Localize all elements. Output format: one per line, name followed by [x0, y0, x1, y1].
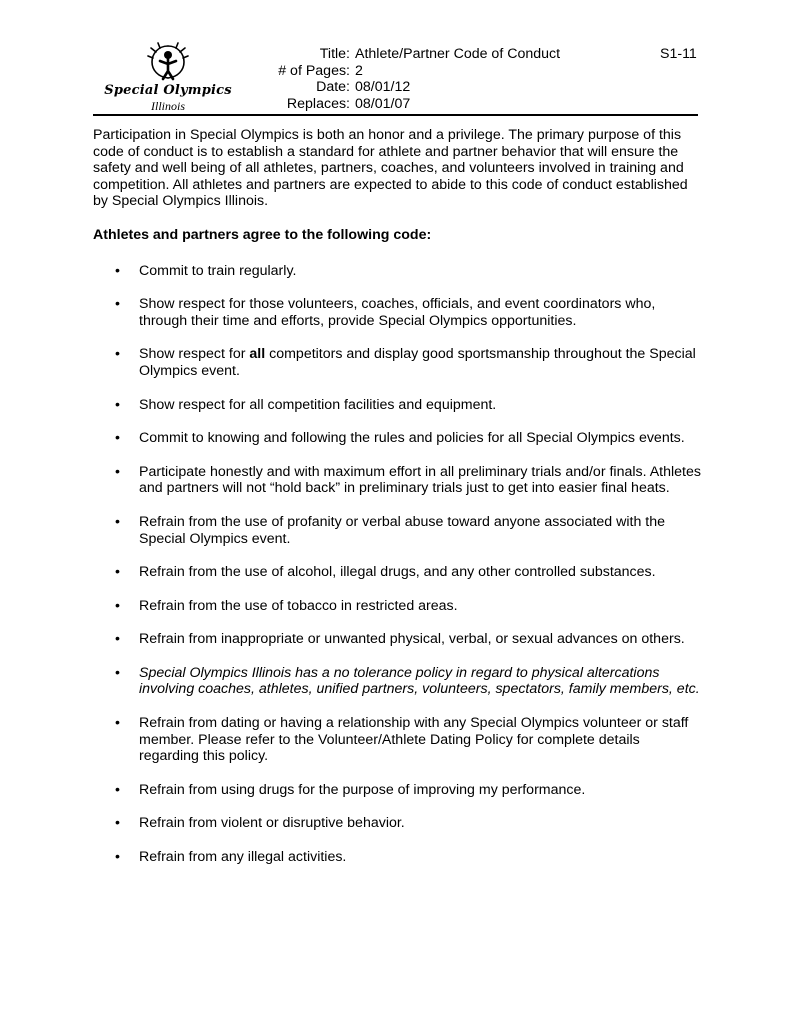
list-item-text: Refrain from any illegal activities. [139, 849, 347, 866]
list-item [93, 849, 701, 866]
logo-name: Special Olympics [104, 83, 232, 98]
document-code: S1-11 [660, 46, 697, 62]
intro-paragraph: Participation in Special Olympics is both an honor and a privilege. The primary purpose of this code of conduct is to establish a standard for athlete and partner behavior that will ensure the safety and well being of all athletes, partners, coaches, and volunteers involved in training and competition. All athletes and partners are expected to abide to this code of conduct established by Special Olympics Illinois. [93, 127, 688, 210]
list-item [93, 514, 701, 547]
document-body [93, 127, 701, 866]
bullet-icon: • [115, 430, 120, 447]
document-date: 08/01/12 [355, 79, 411, 95]
list-item [93, 464, 701, 497]
list-item [93, 598, 701, 615]
list-item [93, 430, 701, 447]
meta-replaces-row [258, 96, 708, 113]
list-item [93, 782, 701, 799]
list-item-text: Refrain from using drugs for the purpose of improving my performance. [139, 781, 586, 798]
bullet-icon: • [115, 296, 120, 313]
list-item-text: Refrain from the use of tobacco in restricted areas. [139, 597, 458, 614]
bullet-icon: • [115, 781, 120, 798]
meta-title-row [258, 46, 708, 63]
meta-date-row [258, 79, 708, 96]
code-heading: Athletes and partners agree to the following code: [93, 226, 432, 243]
bullet-icon: • [115, 262, 120, 279]
list-item [93, 296, 701, 329]
list-item-text: Commit to train regularly. [139, 262, 297, 279]
list-item-text: Refrain from the use of profanity or verbal abuse toward anyone associated with the Special Olympics event. [139, 513, 666, 547]
header-divider [93, 114, 698, 116]
special-olympics-figure-icon [146, 42, 190, 82]
list-item [93, 815, 701, 832]
replaces-date: 08/01/07 [355, 95, 411, 112]
list-item [93, 715, 701, 765]
list-item-text: Refrain from dating or having a relationship with any Special Olympics volunteer or staff member. Please refer to the Volunteer/Athlete Dating Policy for complete details regarding this policy. [139, 715, 689, 765]
list-item [93, 263, 701, 280]
page-count: 2 [355, 62, 363, 79]
meta-pages-row [258, 63, 708, 80]
list-item-text: Refrain from inappropriate or unwanted physical, verbal, or sexual advances on others. [139, 631, 685, 648]
meta-label: Replaces: [286, 95, 350, 112]
list-item-emphasis: all [249, 346, 266, 363]
bullet-icon: • [115, 396, 120, 413]
list-item-text-pre: Show respect for [139, 346, 250, 363]
bullet-icon: • [115, 849, 120, 866]
bullet-icon: • [115, 664, 120, 681]
list-item [93, 346, 701, 379]
list-item-text: Show respect for all competition facilities and equipment. [139, 396, 497, 413]
meta-label: Title: [319, 46, 350, 62]
special-olympics-logo [100, 42, 236, 112]
list-item-text: Commit to knowing and following the rules and policies for all Special Olympics events. [139, 430, 685, 447]
bullet-icon: • [115, 463, 120, 480]
list-item [93, 564, 701, 581]
list-item-text: Refrain from violent or disruptive behavior. [139, 815, 405, 832]
list-item [93, 631, 701, 648]
bullet-icon: • [115, 631, 120, 648]
list-item-text-post: competitors and display good sportsmanship throughout the Special Olympics event. [139, 346, 696, 379]
meta-label: Date: [316, 79, 350, 95]
list-item-text: Refrain from the use of alcohol, illegal drugs, and any other controlled substances. [139, 564, 656, 581]
list-item [93, 665, 701, 698]
code-list [93, 263, 701, 866]
list-item-text: Participate honestly and with maximum effort in all preliminary trials and/or finals. Athletes and partners will not “hold back” in preliminary trials just to get into easier final heats. [139, 463, 701, 497]
list-item [93, 397, 701, 414]
document-title: Athlete/Partner Code of Conduct [355, 46, 561, 62]
logo-subtitle: Illinois [150, 99, 185, 113]
bullet-icon: • [115, 513, 120, 530]
bullet-icon: • [115, 346, 120, 363]
list-item-text: Show respect for those volunteers, coaches, officials, and event coordinators who, through their time and efforts, provide Special Olympics opportunities. [139, 296, 656, 329]
bullet-icon: • [115, 715, 120, 732]
bullet-icon: • [115, 564, 120, 581]
bullet-icon: • [115, 815, 120, 832]
no-tolerance-policy-text: Special Olympics Illinois has a no tolerance policy in regard to physical altercations involving coaches, athletes, unified partners, volunteers, spectators, family members, etc. [139, 664, 700, 698]
bullet-icon: • [115, 597, 120, 614]
meta-label: # of Pages: [278, 62, 350, 79]
document-meta [258, 46, 708, 112]
